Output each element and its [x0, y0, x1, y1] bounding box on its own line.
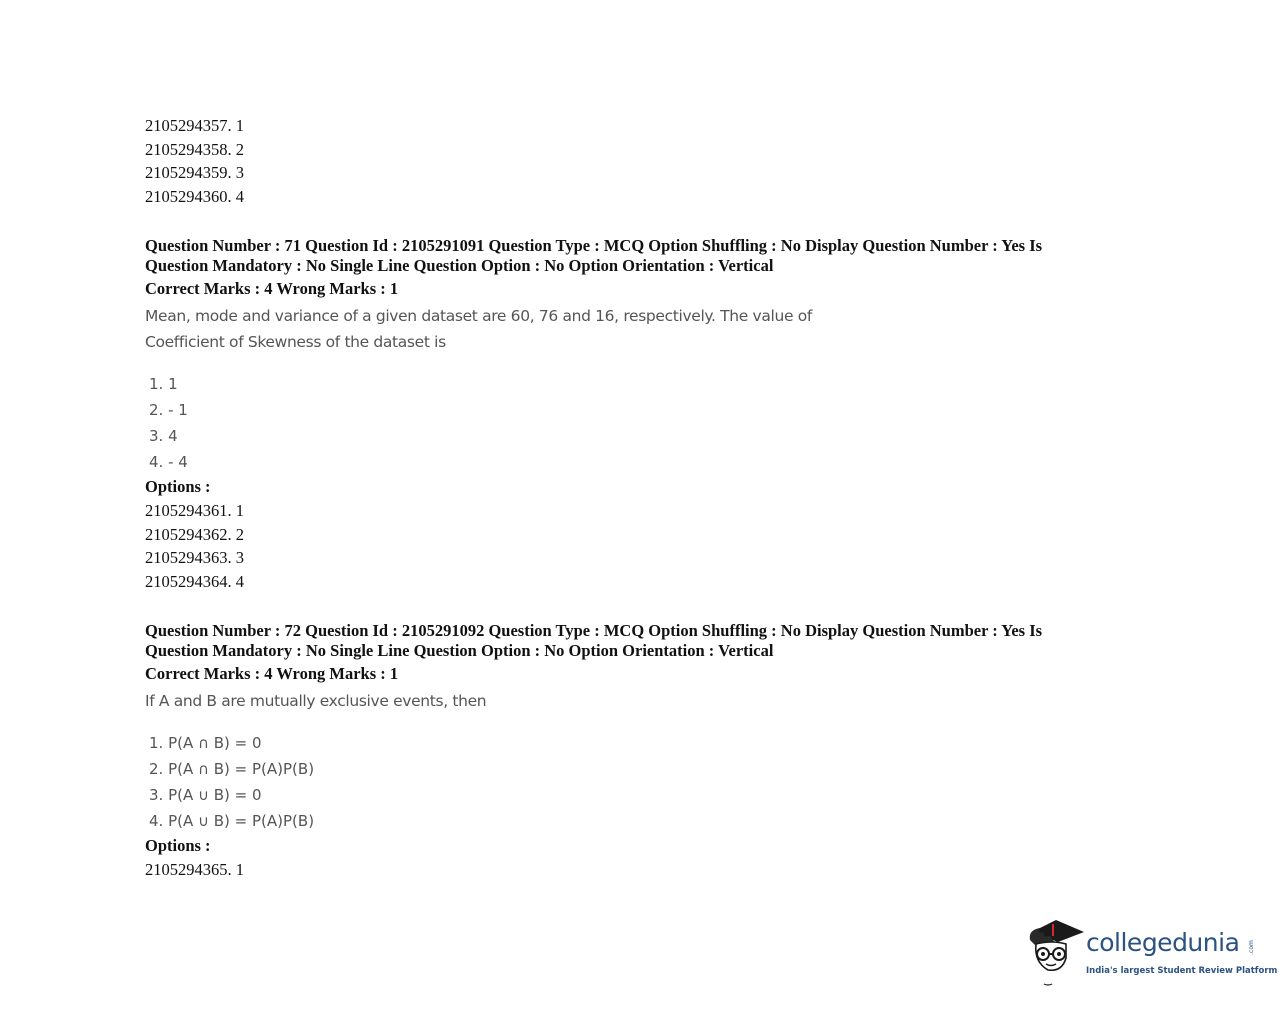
- choice-item: 1. 1: [149, 375, 178, 394]
- choice-item: 3. 4: [149, 427, 178, 446]
- options-label: Options :: [145, 477, 211, 497]
- question-header-line: Question Number : 72 Question Id : 2105291092 Question Type : MCQ Option Shuffling : No Display Question Number : Yes Is: [145, 621, 1043, 641]
- choice-item: 1. P(A ∩ B) = 0: [149, 734, 262, 753]
- question-text-line: Mean, mode and variance of a given dataset are 60, 76 and 16, respectively. The value of: [145, 307, 812, 326]
- options-label: Options :: [145, 836, 211, 856]
- logo-tagline: India's largest Student Review Platform: [1086, 966, 1278, 976]
- choice-item: 2. - 1: [149, 401, 188, 420]
- question-header-line: Question Mandatory : No Single Line Question Option : No Option Orientation : Vertical: [145, 640, 774, 660]
- option-id-line: 2105294361. 1: [145, 500, 244, 520]
- question-71: [145, 236, 1145, 593]
- choice-item: 2. P(A ∩ B) = P(A)P(B): [149, 760, 315, 779]
- option-id-line: 2105294357. 1: [145, 116, 244, 135]
- option-id-line: 2105294359. 3: [145, 163, 244, 183]
- question-text: [145, 303, 1145, 355]
- option-id-line: 2105294358. 2: [145, 139, 244, 159]
- option-id-line: 2105294364. 4: [145, 571, 244, 591]
- option-id-line: 2105294365. 1: [145, 859, 244, 879]
- question-paper-page: [145, 114, 1145, 882]
- choice-item: 3. P(A ∪ B) = 0: [149, 786, 262, 805]
- option-id-line: 2105294363. 3: [145, 548, 244, 568]
- previous-options-list: [145, 114, 1145, 208]
- question-header-line: Question Number : 71 Question Id : 2105291091 Question Type : MCQ Option Shuffling : No Display Question Number : Yes Is: [145, 236, 1043, 256]
- question-text-line: If A and B are mutually exclusive events, then: [145, 692, 487, 711]
- question-text: [145, 688, 1145, 714]
- question-text-line: Coefficient of Skewness of the dataset is: [145, 333, 446, 352]
- option-id-line: 2105294360. 4: [145, 186, 244, 206]
- choice-list: [145, 730, 1145, 834]
- choice-item: 4. P(A ∪ B) = P(A)P(B): [149, 812, 315, 831]
- choice-list: [145, 371, 1145, 475]
- option-id-line: 2105294362. 2: [145, 524, 244, 544]
- mascot-icon: [1026, 918, 1088, 988]
- logo-domain-suffix: .com: [1247, 940, 1255, 955]
- choice-item: 4. - 4: [149, 453, 188, 472]
- logo-wordmark: collegedunia: [1086, 928, 1240, 957]
- marks-line: Correct Marks : 4 Wrong Marks : 1: [145, 664, 399, 684]
- question-header-line: Question Mandatory : No Single Line Question Option : No Option Orientation : Vertical: [145, 255, 774, 275]
- marks-line: Correct Marks : 4 Wrong Marks : 1: [145, 279, 399, 299]
- question-72: [145, 621, 1145, 881]
- collegedunia-logo: [1026, 918, 1278, 988]
